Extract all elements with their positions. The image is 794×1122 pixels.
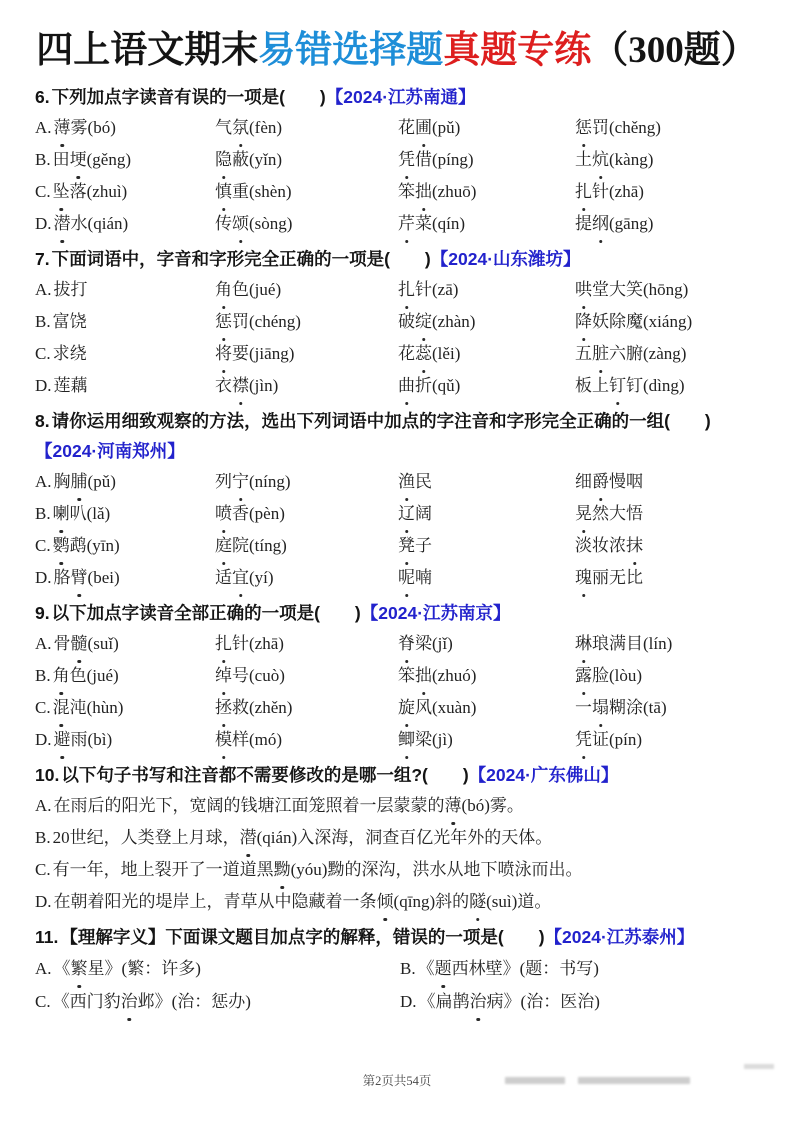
emphasized-char: 扎 (215, 628, 232, 660)
emphasized-char: 凳 (398, 530, 415, 562)
option-label: B. (35, 666, 51, 685)
option-label: A. (35, 118, 52, 137)
option-cell: 凭借(píng) (398, 144, 575, 176)
emphasized-char: 模 (215, 724, 232, 756)
option-label: A. (35, 472, 52, 491)
title-part: （300题） (591, 30, 758, 71)
option-label: B. (35, 150, 51, 169)
watermark-smudge (744, 1064, 774, 1069)
emphasized-char: 将 (215, 338, 232, 370)
emphasized-char: 绰 (215, 660, 232, 692)
option-cell: B. 喇叭(lǎ) (35, 498, 215, 530)
option-label: C. (35, 536, 51, 555)
question-number: 11. (35, 927, 59, 947)
emphasized-char: 呢 (398, 562, 415, 594)
emphasized-char: 角 (53, 660, 70, 692)
emphasized-char: 鲫 (398, 724, 415, 756)
question-7 (35, 244, 759, 402)
emphasized-char: 薄 (54, 112, 71, 144)
option-label: C. (35, 344, 51, 363)
option-label: A. (35, 959, 52, 978)
option-cell: 气氛(fèn) (215, 112, 398, 144)
option-cell: 列宁(níng) (215, 466, 398, 498)
question-stem-text: 下面词语中，字音和字形完全正确的一项是( ) (51, 249, 431, 269)
source-tag: 【2024·山东潍坊】 (430, 249, 581, 269)
option-row (35, 822, 759, 854)
option-cell: 五脏六腑(zàng) (575, 338, 759, 370)
emphasized-char: 露 (575, 660, 592, 692)
option-cell: 露脸(lòu) (575, 660, 759, 692)
option-cell: 适宜(yí) (215, 562, 398, 594)
option-label: B. (400, 959, 416, 978)
option-label: A. (35, 280, 52, 299)
option-cell: 扎针(zhā) (215, 628, 398, 660)
option-sentence: C. 有一年，地上裂开了一道道黑黝(yóu)黝的深沟，洪水从地下喷泳而出。 (35, 854, 759, 886)
option-cell: D. 胳臂(bei) (35, 562, 215, 594)
option-cell: 绰号(cuò) (215, 660, 398, 692)
emphasized-char: 颂 (232, 208, 249, 240)
emphasized-char: 惩 (215, 306, 232, 338)
option-row (35, 306, 759, 338)
emphasized-char: 辽 (398, 498, 415, 530)
emphasized-char: 扎 (398, 274, 415, 306)
emphasized-char: 鹦 (53, 530, 70, 562)
option-cell: 喷香(pèn) (215, 498, 398, 530)
emphasized-char: 炕 (592, 144, 609, 176)
option-cell: 曲折(qǔ) (398, 370, 575, 402)
question-6 (35, 82, 759, 240)
emphasized-char: 渔 (398, 466, 415, 498)
emphasized-char: 髓 (71, 628, 88, 660)
option-cell: A. 《繁星》(繁：许多) (35, 952, 400, 985)
watermark-smudge (578, 1077, 690, 1084)
option-row (35, 112, 759, 144)
option-cell: 辽阔 (398, 498, 575, 530)
option-row (35, 628, 759, 660)
emphasized-char: 钉 (609, 370, 626, 402)
option-cell: 破绽(zhàn) (398, 306, 575, 338)
option-cell: 渔民 (398, 466, 575, 498)
option-cell: A. 拔打 (35, 280, 88, 299)
emphasized-char: 倾 (377, 886, 394, 918)
question-stem (35, 244, 759, 274)
emphasized-char: 宁 (232, 466, 249, 498)
option-cell: 琳琅满目(lín) (575, 628, 759, 660)
emphasized-char: 治 (121, 985, 138, 1018)
question-stem (35, 922, 759, 952)
emphasized-char: 庭 (215, 530, 232, 562)
option-row (35, 144, 759, 176)
emphasized-char: 繁 (71, 952, 88, 985)
option-cell: D. 避雨(bì) (35, 724, 215, 756)
option-label: D. (35, 892, 52, 911)
emphasized-char: 旋 (398, 692, 415, 724)
option-row (35, 274, 759, 306)
emphasized-char: 宜 (232, 562, 249, 594)
source-tag: 【2024·江苏泰州】 (544, 927, 695, 947)
emphasized-char: 隧 (469, 886, 486, 918)
option-label: A. (35, 634, 52, 653)
source-tag: 【2024·广东佛山】 (468, 765, 619, 785)
option-row (35, 724, 759, 756)
option-label: D. (35, 730, 52, 749)
option-sentence: B. 20世纪，人类登上月球，潜(qián)入深海，洞查百亿光年外的天体。 (35, 822, 759, 854)
emphasized-char: 凭 (575, 724, 592, 756)
option-cell: 板上钉钉(dìng) (575, 370, 759, 402)
option-cell: 旋风(xuàn) (398, 692, 575, 724)
option-cell: 扎针(zhā) (575, 176, 759, 208)
option-cell: D. 《扁鹊治病》(治：医治) (400, 985, 759, 1018)
question-8 (35, 406, 759, 594)
emphasized-char: 脏 (592, 338, 609, 370)
emphasized-char: 凭 (398, 144, 415, 176)
emphasized-char: 慎 (215, 176, 232, 208)
options-grid (35, 952, 759, 1018)
option-cell: 晃然大悟 (575, 498, 759, 530)
option-cell: 模样(mó) (215, 724, 398, 756)
emphasized-char: 埂 (70, 144, 87, 176)
option-cell: B. 富饶 (35, 312, 87, 331)
option-cell: 芹菜(qín) (398, 208, 575, 240)
option-cell: 降妖除魔(xiáng) (575, 306, 759, 338)
option-cell: A. 骨髓(suǐ) (35, 628, 215, 660)
question-stem-text: 下列加点字读音有误的一项是( ) (51, 87, 326, 107)
question-stem (35, 406, 759, 466)
source-tag: 【2024·江苏南通】 (325, 87, 476, 107)
emphasized-char: 琳 (575, 628, 592, 660)
option-sentence: D. 在朝着阳光的堤岸上，青草从中隐藏着一条倾(qīng)斜的隧(suì)道。 (35, 886, 759, 918)
source-tag: 【2024·江苏南京】 (360, 603, 511, 623)
emphasized-char: 黝 (274, 854, 291, 886)
question-stem (35, 598, 759, 628)
option-row (35, 498, 759, 530)
options-grid (35, 112, 759, 240)
emphasized-char: 角 (215, 274, 232, 306)
option-cell: 角色(jué) (215, 274, 398, 306)
option-row (35, 208, 759, 240)
emphasized-char: 抹 (626, 530, 643, 562)
emphasized-char: 塌 (592, 692, 609, 724)
emphasized-char: 瑰 (575, 562, 592, 594)
option-cell: C. 坠落(zhuì) (35, 176, 215, 208)
emphasized-char: 脯 (71, 466, 88, 498)
emphasized-char: 爵 (592, 466, 609, 498)
emphasized-char: 隐 (215, 144, 232, 176)
emphasized-char: 蕊 (415, 338, 432, 370)
emphasized-char: 纲 (592, 208, 609, 240)
option-cell: 庭院(tíng) (215, 530, 398, 562)
option-cell: C. 混沌(hùn) (35, 692, 215, 724)
emphasized-char: 扎 (575, 176, 592, 208)
question-stem (35, 760, 759, 790)
option-cell: 土炕(kàng) (575, 144, 759, 176)
watermark-smudge (505, 1077, 565, 1084)
title-part: 真题专练 (443, 30, 592, 71)
emphasized-char: 坠 (53, 176, 70, 208)
question-number: 9. (35, 603, 50, 623)
option-row (35, 692, 759, 724)
option-cell: 瑰丽无比 (575, 562, 759, 594)
emphasized-char: 晃 (575, 498, 592, 530)
option-cell: 拯救(zhěn) (215, 692, 398, 724)
emphasized-char: 喇 (53, 498, 70, 530)
question-10 (35, 760, 759, 918)
emphasized-char: 避 (54, 724, 71, 756)
option-row (35, 466, 759, 498)
emphasized-char: 氛 (232, 112, 249, 144)
option-label: A. (35, 796, 52, 815)
question-number: 8. (35, 411, 50, 431)
option-label: D. (400, 992, 417, 1011)
option-label: B. (35, 312, 51, 331)
options-grid (35, 628, 759, 756)
option-row (35, 530, 759, 562)
option-label: C. (35, 698, 51, 717)
option-cell: 隐蔽(yǐn) (215, 144, 398, 176)
option-row (35, 886, 759, 918)
emphasized-char: 圃 (415, 112, 432, 144)
question-number: 10. (35, 765, 60, 785)
emphasized-char: 襟 (232, 370, 249, 402)
option-cell: 一塌糊涂(tā) (575, 692, 759, 724)
option-cell: 慎重(shèn) (215, 176, 398, 208)
option-row (35, 370, 759, 402)
title-part: 易错选择题 (258, 30, 444, 71)
question-stem-text: 请你运用细致观察的方法，选出下列词语中加点的字注音和字形完全正确的一组( ) (51, 411, 711, 431)
question-number: 7. (35, 249, 50, 269)
option-cell: 将要(jiāng) (215, 338, 398, 370)
emphasized-char: 治 (470, 985, 487, 1018)
page-title (35, 28, 759, 74)
option-cell: 笨拙(zhuō) (398, 176, 575, 208)
option-cell: D. 潜水(qián) (35, 208, 215, 240)
option-cell: 花蕊(lěi) (398, 338, 575, 370)
options-list (35, 790, 759, 918)
option-label: D. (35, 376, 52, 395)
question-stem-text: 以下句子书写和注音都不需要修改的是哪一组?( ) (61, 765, 469, 785)
option-sentence: A. 在雨后的阳光下，宽阔的钱塘江面笼照着一层蒙蒙的薄(bó)雾。 (35, 790, 759, 822)
options-grid (35, 274, 759, 402)
option-label: B. (35, 828, 51, 847)
emphasized-char: 曲 (398, 370, 415, 402)
option-cell: C. 鹦鹉(yīn) (35, 530, 215, 562)
option-row (35, 854, 759, 886)
option-row (35, 176, 759, 208)
option-cell: 扎针(zā) (398, 274, 575, 306)
emphasized-char: 哄 (575, 274, 592, 306)
option-cell: 笨拙(zhuó) (398, 660, 575, 692)
emphasized-char: 潜 (240, 822, 257, 854)
options-grid (35, 466, 759, 594)
option-cell: 呢喃 (398, 562, 575, 594)
emphasized-char: 拯 (215, 692, 232, 724)
option-cell: C. 《西门豹治邺》(治：惩办) (35, 985, 400, 1018)
option-cell: A. 胸脯(pǔ) (35, 466, 215, 498)
emphasized-char: 拙 (415, 660, 432, 692)
emphasized-char: 潜 (54, 208, 71, 240)
option-cell: 花圃(pǔ) (398, 112, 575, 144)
emphasized-char: 混 (53, 692, 70, 724)
title-part: 四上语文期末 (36, 30, 259, 71)
emphasized-char: 题 (435, 952, 452, 985)
option-cell: 惩罚(chéng) (215, 306, 398, 338)
option-cell: D. 莲藕 (35, 376, 88, 395)
option-cell: C. 求绕 (35, 344, 87, 363)
option-label: C. (35, 992, 51, 1011)
emphasized-char: 绽 (415, 306, 432, 338)
option-cell: 淡妆浓抹 (575, 530, 759, 562)
option-row (35, 790, 759, 822)
option-cell: 哄堂大笑(hōng) (575, 274, 759, 306)
option-label: C. (35, 860, 51, 879)
questions-container (35, 82, 759, 1018)
option-cell: B. 角色(jué) (35, 660, 215, 692)
emphasized-char: 喷 (215, 498, 232, 530)
option-cell: 脊梁(jǐ) (398, 628, 575, 660)
option-cell: A. 薄雾(bó) (35, 112, 215, 144)
option-cell: B. 《题西林壁》(题：书写) (400, 952, 759, 985)
option-cell: 惩罚(chěng) (575, 112, 759, 144)
emphasized-char: 脊 (398, 628, 415, 660)
emphasized-char: 惩 (575, 112, 592, 144)
option-cell: 细爵慢咽 (575, 466, 759, 498)
emphasized-char: 拙 (415, 176, 432, 208)
emphasized-char: 薄 (445, 790, 462, 822)
option-cell: 凭证(pín) (575, 724, 759, 756)
question-11 (35, 922, 759, 1018)
option-cell: 鲫梁(jì) (398, 724, 575, 756)
option-row (35, 338, 759, 370)
option-cell: B. 田埂(gěng) (35, 144, 215, 176)
option-label: D. (35, 214, 52, 233)
source-tag: 【2024·河南郑州】 (35, 441, 185, 461)
option-label: C. (35, 182, 51, 201)
emphasized-char: 芹 (398, 208, 415, 240)
option-row (35, 562, 759, 594)
option-row (35, 660, 759, 692)
question-number: 6. (35, 87, 50, 107)
question-9 (35, 598, 759, 756)
option-cell: 传颂(sòng) (215, 208, 398, 240)
emphasized-char: 臂 (71, 562, 88, 594)
option-cell: 提纲(gāng) (575, 208, 759, 240)
option-cell: 衣襟(jìn) (215, 370, 398, 402)
question-stem-text: 以下加点字读音全部正确的一项是( ) (51, 603, 361, 623)
option-label: B. (35, 504, 51, 523)
question-stem (35, 82, 759, 112)
question-stem-text: 【理解字义】下面课文题目加点字的解释，错误的一项是( ) (60, 927, 545, 947)
emphasized-char: 降 (575, 306, 592, 338)
option-label: D. (35, 568, 52, 587)
page-number-label: 第2页共54页 (362, 1074, 432, 1088)
option-cell: 凳子 (398, 530, 575, 562)
